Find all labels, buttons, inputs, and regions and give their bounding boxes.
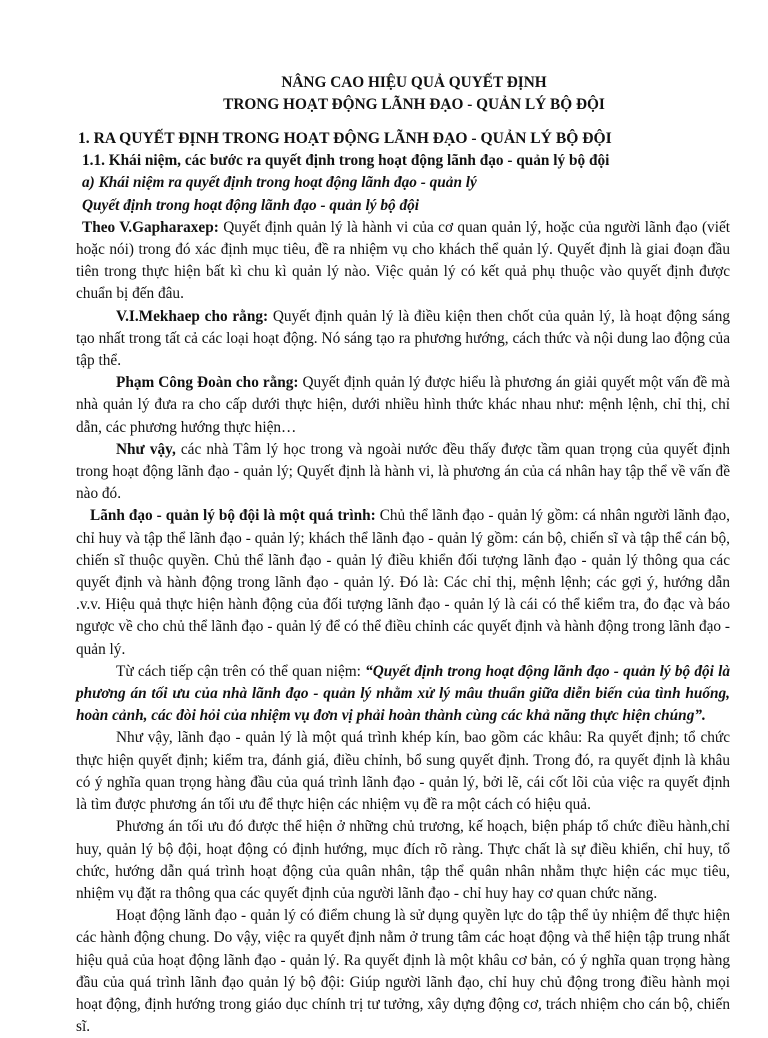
paragraph-lanh-dao-qua-trinh <box>76 505 730 660</box>
subsection-heading: 1.1. Khái niệm, các bước ra quyết định trong hoạt động lãnh đạo - quản lý bộ đội <box>82 152 610 170</box>
paragraph-text: Chủ thể lãnh đạo - quản lý gồm: cá nhân người lãnh đạo, chỉ huy và tập thể lãnh đạo - quản lý; khách thể lãnh đạo - quản lý gồm: cán bộ, chiến sĩ và tập thể cán bộ, chiến sĩ thuộc quyền. Chủ thể lãnh đạo - quản lý điều khiển đối tượng lãnh đạo - quản lý thông qua các quyết định và hành động trong lãnh đạo - quản lý. Đó là: Các chỉ thị, mệnh lệnh; các gợi ý, hướng dẫn .v.v. Hiệu quả thực hiện hành động của đối tượng lãnh đạo - quản lý là cái có thể kiểm tra, đo đạc và báo ngược về cho chủ thể lãnh đạo - quản lý để có thể điều chỉnh các quyết định và hành động trong lãnh đạo - quản lý. <box>76 507 730 658</box>
definition-quote: “Quyết định trong hoạt động lãnh đạo - quản lý bộ đội là phương án tối ưu của nhà lãnh đạo - quản lý nhằm xử lý mâu thuẩn giữa diễn biến của tình huống, hoàn cảnh, các đòi hỏi của nhiệm vụ đơn vị phải hoàn thành cùng các khả năng thực hiện chúng”. <box>76 662 730 725</box>
paragraph-text: Quyết định quản lý được hiểu là phương án giải quyết một vấn đề mà nhà quản lý đưa ra cho cấp dưới thực hiện, dưới nhiều hình thức khác nhau như: mệnh lệnh, chỉ thị, chỉ dẫn, các phương hướng thực hiện… <box>76 374 730 436</box>
paragraph-lead: V.I.Mekhaep cho rằng: <box>116 307 269 325</box>
document-title-line1: NÂNG CAO HIỆU QUẢ QUYẾT ĐỊNH <box>281 74 547 91</box>
paragraph-mekhaep <box>76 306 730 373</box>
paragraph-lead: Phạm Công Đoàn cho rằng: <box>116 374 299 392</box>
subsubsection-heading: a) Khái niệm ra quyết định trong hoạt động lãnh đạo - quản lý <box>82 174 477 192</box>
paragraph-text: Phương án tối ưu đó được thể hiện ở những chủ trương, kế hoạch, biện pháp tổ chức điều hành,chỉ huy, quản lý bộ đội, hoạt động có định hướng, mục đích rõ ràng. Thực chất là sự điều khiển, chỉ huy, tổ chức, hướng dẫn quá trình hoạt động của quân nhân, tập thể quân nhân nhằm thực hiện các mục tiêu, nhiệm vụ đặt ra thông qua các quyết định của người lãnh đạo - chỉ huy hay cơ quan chức năng. <box>76 818 730 902</box>
topic-heading: Quyết định trong hoạt động lãnh đạo - quản lý bộ đội <box>82 196 420 214</box>
section-heading: 1. RA QUYẾT ĐỊNH TRONG HOẠT ĐỘNG LÃNH ĐẠO - QUẢN LÝ BỘ ĐỘI <box>78 130 612 147</box>
paragraph-definition <box>76 661 730 728</box>
paragraph-phuong-an-toi-uu <box>76 816 730 905</box>
paragraph-text: Quyết định quản lý là điều kiện then chốt của quản lý, là hoạt động sáng tạo nhất trong tất cả các loại hoạt động. Nó sáng tạo ra phương hướng, cách thức và nội dung lao động của tập thể. <box>76 307 730 370</box>
paragraph-text: Từ cách tiếp cận trên có thể quan niệm: <box>116 662 366 680</box>
paragraph-lead: Lãnh đạo - quản lý bộ đội là một quá trình: <box>90 507 376 525</box>
paragraph-text: Như vậy, lãnh đạo - quản lý là một quá trình khép kín, bao gồm các khâu: Ra quyết định; tổ chức thực hiện quyết định; kiểm tra, đánh giá, điều chỉnh, bổ sung quyết định. Trong đó, ra quyết định là khâu có ý nghĩa quan trọng hàng đầu của quá trình lãnh đạo - quản lý, bởi lẽ, cái cốt lõi của việc ra quyết định là tìm được phương án tối ưu để thực hiện các nhiệm vụ đề ra một cách có hiệu quả. <box>76 729 730 814</box>
document-title-line2: TRONG HOẠT ĐỘNG LÃNH ĐẠO - QUẢN LÝ BỘ ĐỘI <box>223 96 605 113</box>
paragraph-hoat-dong-lanh-dao <box>76 905 730 1038</box>
paragraph-lead: Theo V.Gapharaxep: <box>82 218 219 236</box>
paragraph-text: Hoạt động lãnh đạo - quản lý có điểm chung là sử dụng quyền lực do tập thể ủy nhiệm để thực hiện các hành động chung. Do vậy, việc ra quyết định nằm ở trung tâm các hoạt động và thể hiện tập trung nhất hiệu quả của hoạt động lãnh đạo - quản lý. Ra quyết định là một khâu cơ bản, có ý nghĩa quan trọng hàng đầu của quá trình lãnh đạo quản lý bộ đội: Giúp người lãnh đạo, chỉ huy chủ động trong điều hành mọi hoạt động, định hướng trong giáo dục chính trị tư tưởng, xây dựng động cơ, trách nhiệm cho cán bộ, chiến sĩ. <box>76 907 730 1036</box>
paragraph-quy-trinh <box>76 727 730 816</box>
paragraph-pham-cong-doan <box>76 372 730 439</box>
paragraph-nhu-vay <box>76 439 730 506</box>
paragraph-gapharaxep <box>76 217 730 306</box>
paragraph-text: các nhà Tâm lý học trong và ngoài nước đều thấy được tầm quan trọng của quyết định trong hoạt động lãnh đạo - quản lý; Quyết định là hành vi, là phương án của cá nhân hay tập thể về vấn đề nào đó. <box>76 440 730 503</box>
paragraph-text: Quyết định quản lý là hành vi của cơ quan quản lý, hoặc của người lãnh đạo (viết hoặc nói) trong đó xác định mục tiêu, đề ra nhiệm vụ cho khách thể quản lý. Quyết định là giai đoạn đầu tiên trong thực hiện bất kì chu kì quản lý nào. Việc quản lý có kết quả phụ thuộc vào quyết định được chuẩn bị đến đâu. <box>76 218 730 303</box>
paragraph-lead: Như vậy, <box>116 440 176 458</box>
